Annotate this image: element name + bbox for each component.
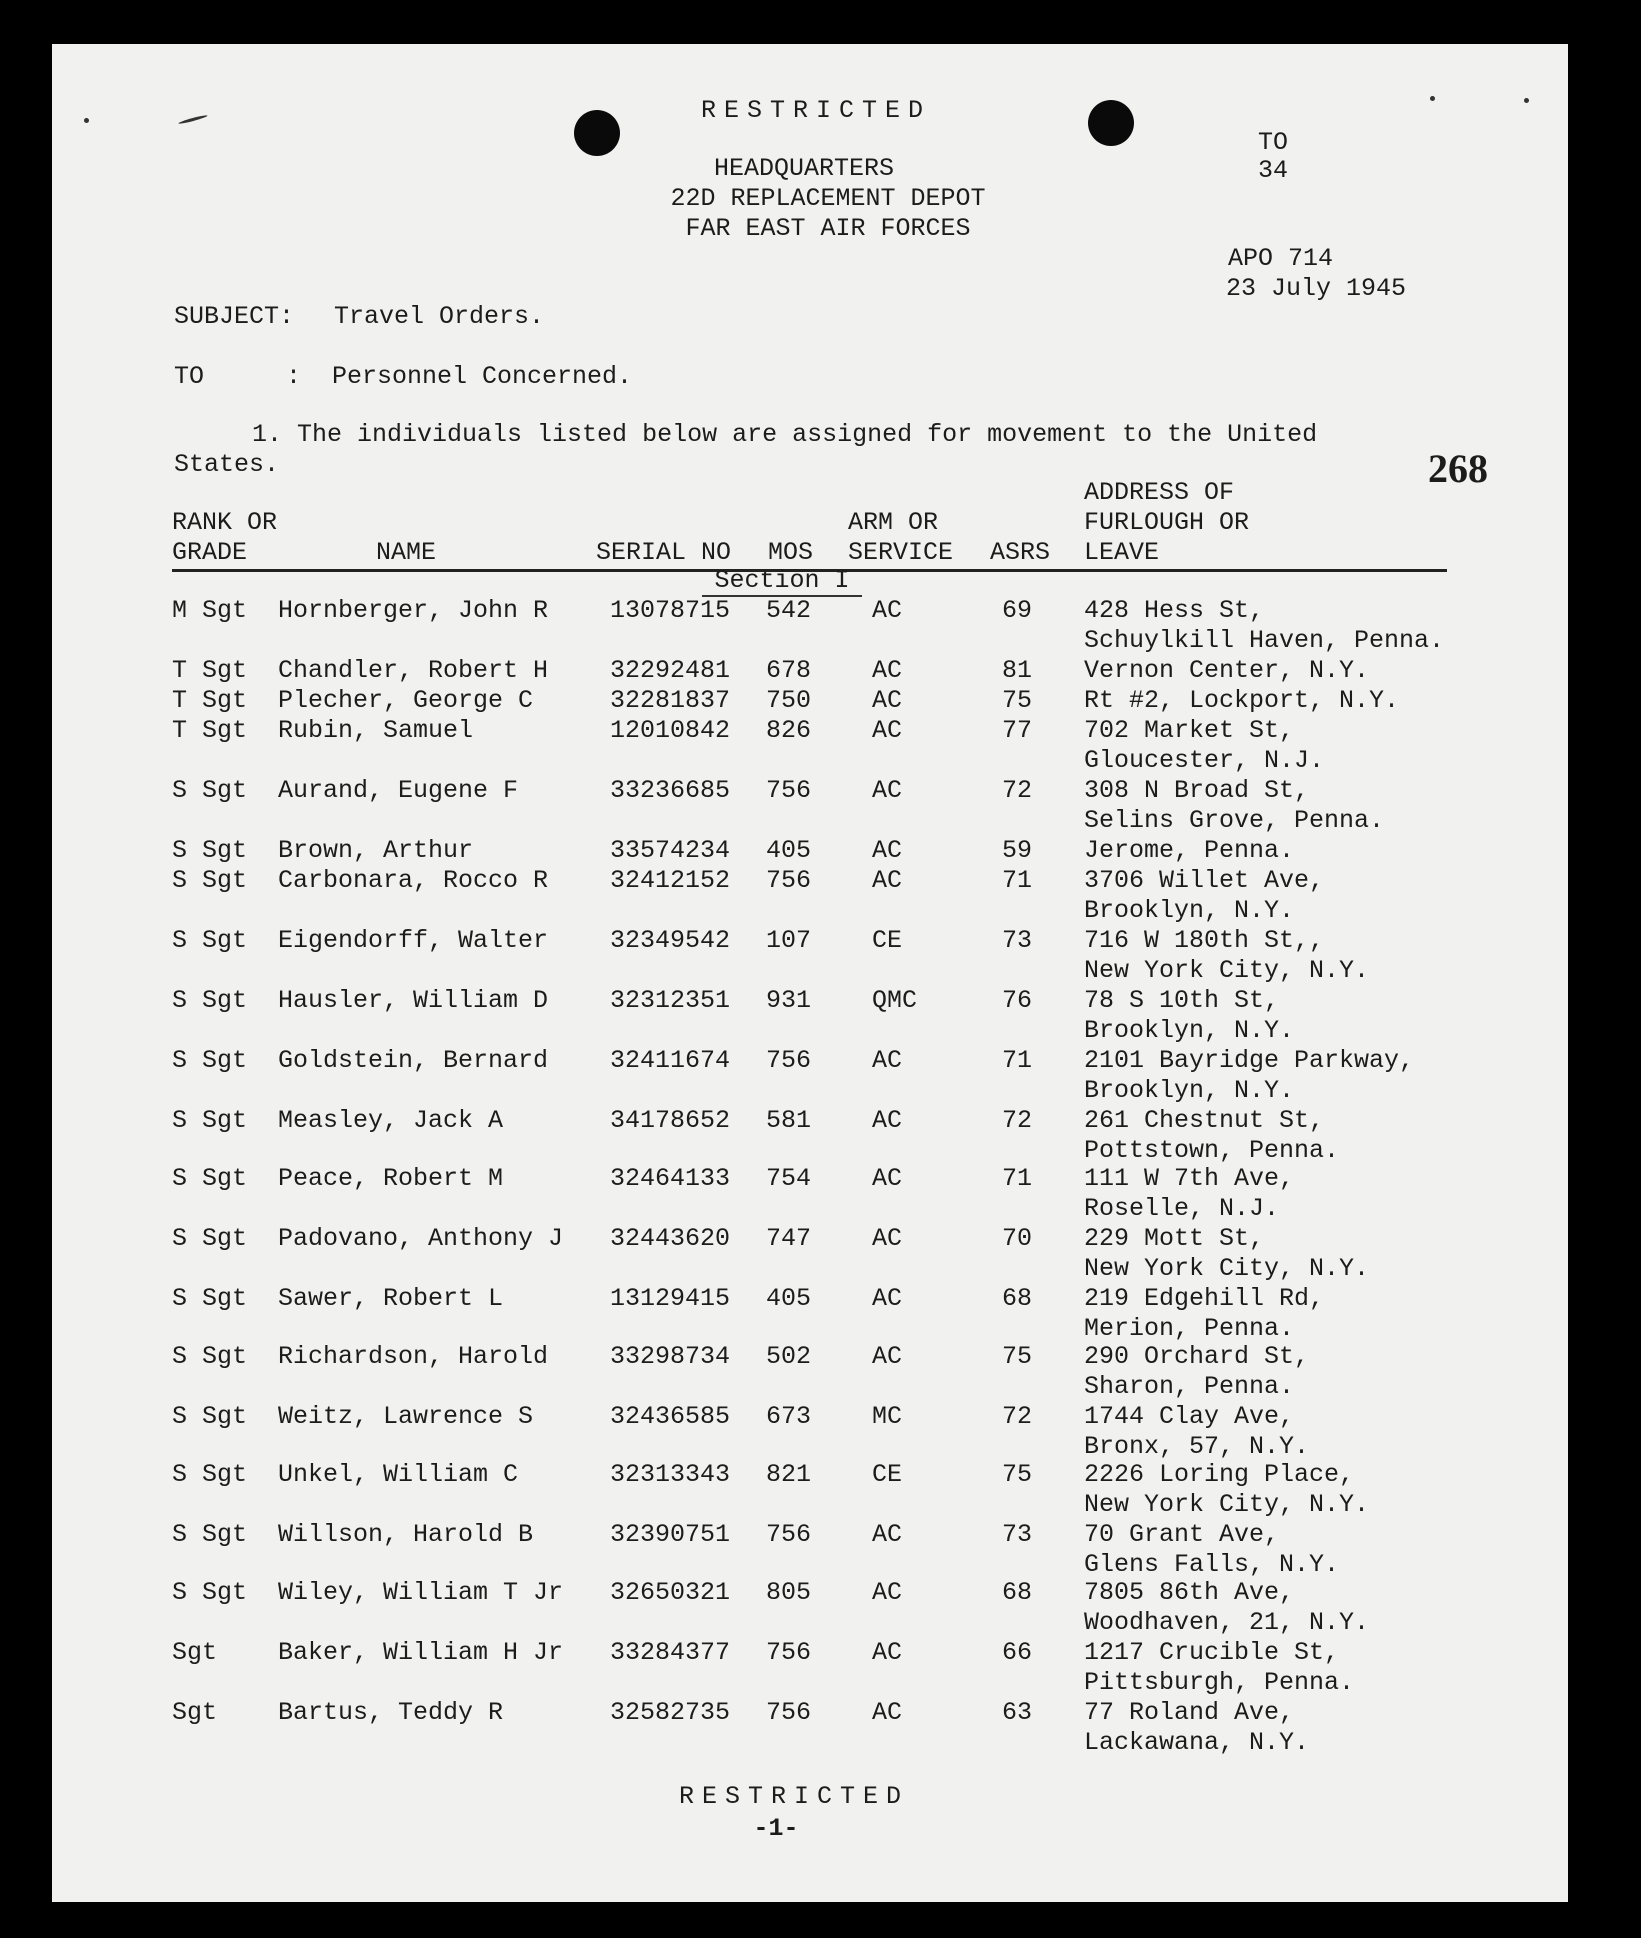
punch-hole-right xyxy=(1088,100,1134,146)
col-rank-line-1: RANK OR xyxy=(172,508,278,537)
row-arm: AC xyxy=(872,866,903,895)
row-serial: 32436585 xyxy=(610,1402,731,1431)
paragraph-line-1: 1. The individuals listed below are assigned for movement to the United xyxy=(252,420,1318,449)
col-rank-line-2: GRADE xyxy=(172,538,248,567)
row-serial: 33574234 xyxy=(610,836,731,865)
row-asrs: 69 xyxy=(1002,596,1033,625)
row-asrs: 72 xyxy=(1002,776,1033,805)
row-address-line-1: 2226 Loring Place, xyxy=(1084,1460,1355,1489)
row-serial: 32349542 xyxy=(610,926,731,955)
row-mos: 750 xyxy=(766,686,812,715)
row-address-line-1: 7805 86th Ave, xyxy=(1084,1578,1295,1607)
row-address-line-1: 290 Orchard St, xyxy=(1084,1342,1310,1371)
section-label: Section I xyxy=(714,566,850,595)
row-address-line-2: New York City, N.Y. xyxy=(1084,956,1370,985)
page-stamp: 268 xyxy=(1428,446,1488,491)
classification-top: RESTRICTED xyxy=(700,96,932,125)
row-name: Measley, Jack A xyxy=(278,1106,504,1135)
punch-hole-left xyxy=(574,110,620,156)
row-mos: 826 xyxy=(766,716,812,745)
row-address-line-1: Vernon Center, N.Y. xyxy=(1084,656,1370,685)
to-code-line-1: TO xyxy=(1258,128,1289,157)
row-asrs: 75 xyxy=(1002,1342,1033,1371)
row-address-line-1: 428 Hess St, xyxy=(1084,596,1265,625)
row-serial: 32412152 xyxy=(610,866,731,895)
row-address-line-2: New York City, N.Y. xyxy=(1084,1254,1370,1283)
row-name: Unkel, William C xyxy=(278,1460,519,1489)
row-mos: 747 xyxy=(766,1224,812,1253)
row-rank: S Sgt xyxy=(172,1342,248,1371)
row-asrs: 68 xyxy=(1002,1284,1033,1313)
row-rank: T Sgt xyxy=(172,716,248,745)
row-name: Peace, Robert M xyxy=(278,1164,504,1193)
row-name: Weitz, Lawrence S xyxy=(278,1402,534,1431)
row-asrs: 75 xyxy=(1002,686,1033,715)
row-asrs: 71 xyxy=(1002,1164,1033,1193)
row-arm: AC xyxy=(872,596,903,625)
row-mos: 673 xyxy=(766,1402,812,1431)
to-label: TO xyxy=(174,362,205,391)
row-arm: AC xyxy=(872,1520,903,1549)
row-rank: S Sgt xyxy=(172,986,248,1015)
row-mos: 107 xyxy=(766,926,812,955)
page-number: -1- xyxy=(753,1814,799,1843)
row-rank: Sgt xyxy=(172,1698,218,1727)
row-address-line-2: Lackawana, N.Y. xyxy=(1084,1728,1310,1757)
row-asrs: 75 xyxy=(1002,1460,1033,1489)
order-date: 23 July 1945 xyxy=(1226,274,1407,303)
row-name: Hausler, William D xyxy=(278,986,549,1015)
unit-line-2: 22D REPLACEMENT DEPOT xyxy=(670,184,986,213)
apo-number: APO 714 xyxy=(1228,244,1334,273)
row-arm: AC xyxy=(872,686,903,715)
row-serial: 13129415 xyxy=(610,1284,731,1313)
row-name: Aurand, Eugene F xyxy=(278,776,519,805)
col-arm-line-1: ARM OR xyxy=(848,508,939,537)
row-mos: 405 xyxy=(766,1284,812,1313)
row-address-line-2: Glens Falls, N.Y. xyxy=(1084,1550,1340,1579)
row-asrs: 73 xyxy=(1002,1520,1033,1549)
col-serial: SERIAL NO xyxy=(596,538,732,567)
row-name: Wiley, William T Jr xyxy=(278,1578,564,1607)
row-address-line-2: Woodhaven, 21, N.Y. xyxy=(1084,1608,1370,1637)
row-arm: AC xyxy=(872,1342,903,1371)
row-mos: 756 xyxy=(766,1046,812,1075)
row-serial: 13078715 xyxy=(610,596,731,625)
unit-line-3: FAR EAST AIR FORCES xyxy=(685,214,971,243)
col-mos: MOS xyxy=(768,538,814,567)
col-address-line-3: LEAVE xyxy=(1084,538,1160,567)
row-mos: 542 xyxy=(766,596,812,625)
row-asrs: 66 xyxy=(1002,1638,1033,1667)
row-arm: MC xyxy=(872,1402,903,1431)
row-address-line-1: 716 W 180th St,, xyxy=(1084,926,1325,955)
row-address-line-1: 702 Market St, xyxy=(1084,716,1295,745)
row-arm: CE xyxy=(872,926,903,955)
to-colon: : xyxy=(286,362,302,391)
row-address-line-1: 3706 Willet Ave, xyxy=(1084,866,1325,895)
row-serial: 34178652 xyxy=(610,1106,731,1135)
row-address-line-2: Gloucester, N.J. xyxy=(1084,746,1325,775)
row-address-line-1: 1744 Clay Ave, xyxy=(1084,1402,1295,1431)
row-serial: 32313343 xyxy=(610,1460,731,1489)
row-arm: AC xyxy=(872,1698,903,1727)
row-arm: AC xyxy=(872,776,903,805)
row-serial: 33284377 xyxy=(610,1638,731,1667)
row-serial: 32443620 xyxy=(610,1224,731,1253)
row-rank: S Sgt xyxy=(172,1224,248,1253)
row-address-line-1: 219 Edgehill Rd, xyxy=(1084,1284,1325,1313)
row-address-line-2: New York City, N.Y. xyxy=(1084,1490,1370,1519)
row-serial: 33298734 xyxy=(610,1342,731,1371)
row-arm: AC xyxy=(872,1106,903,1135)
row-address-line-1: 77 Roland Ave, xyxy=(1084,1698,1295,1727)
row-mos: 756 xyxy=(766,1698,812,1727)
row-arm: AC xyxy=(872,836,903,865)
row-asrs: 81 xyxy=(1002,656,1033,685)
row-rank: M Sgt xyxy=(172,596,248,625)
row-rank: Sgt xyxy=(172,1638,218,1667)
row-rank: S Sgt xyxy=(172,776,248,805)
row-rank: S Sgt xyxy=(172,1402,248,1431)
row-asrs: 76 xyxy=(1002,986,1033,1015)
row-name: Goldstein, Bernard xyxy=(278,1046,549,1075)
row-address-line-1: 261 Chestnut St, xyxy=(1084,1106,1325,1135)
row-rank: S Sgt xyxy=(172,1164,248,1193)
row-name: Baker, William H Jr xyxy=(278,1638,564,1667)
row-arm: AC xyxy=(872,1046,903,1075)
row-arm: AC xyxy=(872,1164,903,1193)
paragraph-line-2: States. xyxy=(174,450,280,479)
row-rank: S Sgt xyxy=(172,926,248,955)
row-address-line-2: Schuylkill Haven, Penna. xyxy=(1084,626,1445,655)
ink-speck xyxy=(1430,96,1435,101)
col-arm-line-2: SERVICE xyxy=(848,538,954,567)
row-asrs: 63 xyxy=(1002,1698,1033,1727)
row-address-line-2: Roselle, N.J. xyxy=(1084,1194,1280,1223)
row-name: Padovano, Anthony J xyxy=(278,1224,564,1253)
row-rank: S Sgt xyxy=(172,866,248,895)
row-address-line-2: Bronx, 57, N.Y. xyxy=(1084,1432,1310,1461)
row-serial: 32582735 xyxy=(610,1698,731,1727)
row-serial: 32312351 xyxy=(610,986,731,1015)
row-asrs: 68 xyxy=(1002,1578,1033,1607)
row-mos: 756 xyxy=(766,776,812,805)
row-rank: S Sgt xyxy=(172,836,248,865)
to-value: Personnel Concerned. xyxy=(332,362,633,391)
col-address-line-2: FURLOUGH OR xyxy=(1084,508,1250,537)
row-address-line-2: Pottstown, Penna. xyxy=(1084,1136,1340,1165)
row-serial: 33236685 xyxy=(610,776,731,805)
row-asrs: 73 xyxy=(1002,926,1033,955)
row-mos: 931 xyxy=(766,986,812,1015)
row-name: Rubin, Samuel xyxy=(278,716,474,745)
row-rank: S Sgt xyxy=(172,1046,248,1075)
row-serial: 12010842 xyxy=(610,716,731,745)
row-asrs: 71 xyxy=(1002,866,1033,895)
to-code-line-2: 34 xyxy=(1258,156,1289,185)
col-name: NAME xyxy=(376,538,437,567)
row-address-line-2: Brooklyn, N.Y. xyxy=(1084,896,1295,925)
row-address-line-2: Brooklyn, N.Y. xyxy=(1084,1076,1295,1105)
row-serial: 32390751 xyxy=(610,1520,731,1549)
unit-line-1: HEADQUARTERS xyxy=(713,154,895,183)
row-arm: AC xyxy=(872,1638,903,1667)
row-arm: AC xyxy=(872,656,903,685)
row-mos: 756 xyxy=(766,1520,812,1549)
ink-speck xyxy=(84,118,89,123)
classification-bottom: RESTRICTED xyxy=(678,1782,910,1811)
subject-label: SUBJECT: xyxy=(174,302,295,331)
row-arm: AC xyxy=(872,1578,903,1607)
row-address-line-1: 308 N Broad St, xyxy=(1084,776,1310,805)
row-address-line-1: 229 Mott St, xyxy=(1084,1224,1265,1253)
row-asrs: 59 xyxy=(1002,836,1033,865)
row-arm: CE xyxy=(872,1460,903,1489)
row-name: Sawer, Robert L xyxy=(278,1284,504,1313)
row-mos: 502 xyxy=(766,1342,812,1371)
row-rank: S Sgt xyxy=(172,1520,248,1549)
col-address-line-1: ADDRESS OF xyxy=(1084,478,1235,507)
col-asrs: ASRS xyxy=(990,538,1051,567)
row-arm: AC xyxy=(872,716,903,745)
row-serial: 32281837 xyxy=(610,686,731,715)
row-name: Plecher, George C xyxy=(278,686,534,715)
row-rank: S Sgt xyxy=(172,1106,248,1135)
row-rank: S Sgt xyxy=(172,1578,248,1607)
row-name: Hornberger, John R xyxy=(278,596,549,625)
row-address-line-1: 1217 Crucible St, xyxy=(1084,1638,1340,1667)
row-asrs: 72 xyxy=(1002,1402,1033,1431)
row-name: Bartus, Teddy R xyxy=(278,1698,504,1727)
row-address-line-1: Jerome, Penna. xyxy=(1084,836,1295,865)
row-address-line-2: Pittsburgh, Penna. xyxy=(1084,1668,1355,1697)
row-serial: 32650321 xyxy=(610,1578,731,1607)
row-serial: 32411674 xyxy=(610,1046,731,1075)
row-mos: 581 xyxy=(766,1106,812,1135)
row-address-line-2: Brooklyn, N.Y. xyxy=(1084,1016,1295,1045)
row-name: Carbonara, Rocco R xyxy=(278,866,549,895)
row-serial: 32292481 xyxy=(610,656,731,685)
row-address-line-1: 2101 Bayridge Parkway, xyxy=(1084,1046,1415,1075)
row-serial: 32464133 xyxy=(610,1164,731,1193)
row-mos: 678 xyxy=(766,656,812,685)
row-mos: 754 xyxy=(766,1164,812,1193)
row-mos: 405 xyxy=(766,836,812,865)
ink-speck xyxy=(1524,98,1529,103)
row-arm: QMC xyxy=(872,986,918,1015)
row-address-line-2: Selins Grove, Penna. xyxy=(1084,806,1385,835)
row-address-line-1: 111 W 7th Ave, xyxy=(1084,1164,1295,1193)
row-name: Richardson, Harold xyxy=(278,1342,549,1371)
row-name: Eigendorff, Walter xyxy=(278,926,549,955)
row-asrs: 71 xyxy=(1002,1046,1033,1075)
row-name: Willson, Harold B xyxy=(278,1520,534,1549)
row-rank: T Sgt xyxy=(172,656,248,685)
row-mos: 756 xyxy=(766,866,812,895)
row-arm: AC xyxy=(872,1284,903,1313)
row-asrs: 77 xyxy=(1002,716,1033,745)
row-asrs: 70 xyxy=(1002,1224,1033,1253)
row-address-line-1: 70 Grant Ave, xyxy=(1084,1520,1280,1549)
row-address-line-1: 78 S 10th St, xyxy=(1084,986,1280,1015)
row-arm: AC xyxy=(872,1224,903,1253)
row-rank: T Sgt xyxy=(172,686,248,715)
row-mos: 821 xyxy=(766,1460,812,1489)
subject-value: Travel Orders. xyxy=(334,302,545,331)
row-rank: S Sgt xyxy=(172,1284,248,1313)
row-rank: S Sgt xyxy=(172,1460,248,1489)
row-address-line-2: Merion, Penna. xyxy=(1084,1314,1295,1343)
row-asrs: 72 xyxy=(1002,1106,1033,1135)
row-address-line-2: Sharon, Penna. xyxy=(1084,1372,1295,1401)
row-mos: 805 xyxy=(766,1578,812,1607)
row-name: Chandler, Robert H xyxy=(278,656,549,685)
row-address-line-1: Rt #2, Lockport, N.Y. xyxy=(1084,686,1400,715)
row-mos: 756 xyxy=(766,1638,812,1667)
row-name: Brown, Arthur xyxy=(278,836,474,865)
